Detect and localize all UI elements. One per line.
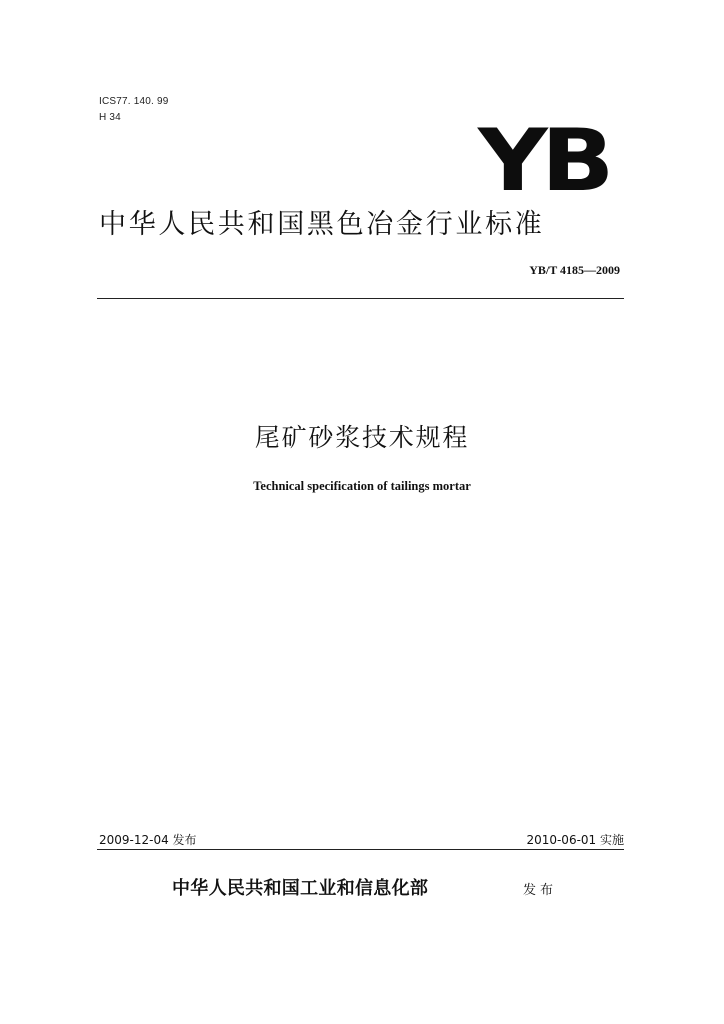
- issue-label: 发布: [523, 883, 558, 898]
- classification-codes: [99, 94, 169, 126]
- bottom-divider: [97, 849, 624, 850]
- top-divider: [97, 298, 624, 299]
- document-title-chinese: 尾矿砂浆技术规程: [254, 423, 470, 452]
- effective-date: 2010-06-01 实施: [526, 833, 624, 847]
- issue-date: 2009-12-04 发布: [99, 833, 197, 847]
- ccs-code: H 34: [99, 112, 121, 123]
- issuing-authority: 中华人民共和国工业和信息化部: [172, 878, 429, 899]
- standard-category-title: 中华人民共和国黑色冶金行业标准: [99, 209, 545, 240]
- standard-number: YB/T 4185—2009: [529, 263, 620, 277]
- document-title-english: Technical specification of tailings mortar: [253, 479, 471, 493]
- yb-logo: YB: [478, 111, 608, 211]
- ics-code: ICS77. 140. 99: [99, 96, 169, 107]
